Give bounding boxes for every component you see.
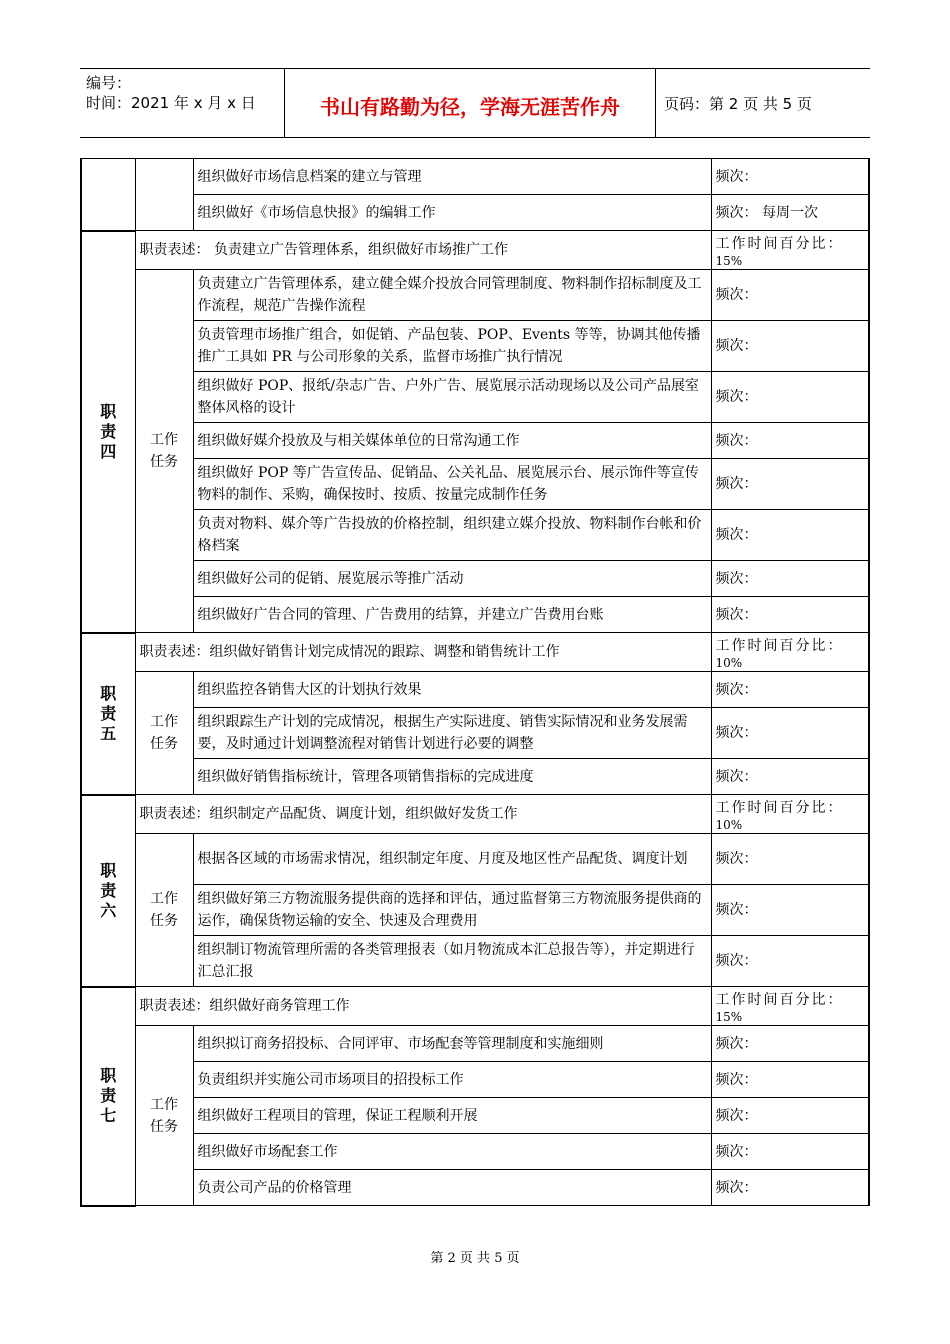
task-row bbox=[81, 1098, 869, 1134]
section-name-cell bbox=[81, 987, 135, 1206]
task-frequency: 频次： bbox=[711, 1170, 869, 1206]
time-percentage-cell bbox=[711, 231, 869, 270]
header-motto-cell bbox=[284, 69, 656, 137]
task-row bbox=[81, 321, 869, 372]
section-name-char: 七 bbox=[100, 1106, 117, 1125]
task-frequency: 频次： bbox=[711, 597, 869, 633]
header-motto: 书山有路勤为径，学海无涯苦作舟 bbox=[320, 95, 620, 119]
task-row bbox=[81, 510, 869, 561]
page-header bbox=[80, 68, 870, 138]
time-percentage-cell bbox=[711, 987, 869, 1026]
task-row bbox=[81, 1134, 869, 1170]
time-percentage-value: 15% bbox=[715, 1010, 743, 1024]
section-name-char: 职 bbox=[100, 860, 117, 880]
task-label-cell bbox=[135, 672, 193, 795]
task-text: 组织做好工程项目的管理，保证工程顺利开展 bbox=[193, 1098, 711, 1134]
task-text: 组织制订物流管理所需的各类管理报表（如月物流成本汇总报告等），并定期进行汇总汇报 bbox=[193, 936, 711, 987]
time-percentage-value: 10% bbox=[715, 656, 743, 670]
section-name-char: 责 bbox=[100, 421, 117, 441]
task-text: 负责公司产品的价格管理 bbox=[193, 1170, 711, 1206]
task-frequency: 频次： bbox=[711, 159, 869, 195]
time-percentage-cell bbox=[711, 633, 869, 672]
task-row bbox=[81, 834, 869, 885]
section-name-cell bbox=[81, 633, 135, 795]
task-row bbox=[81, 423, 869, 459]
task-frequency: 频次： bbox=[711, 885, 869, 936]
task-frequency: 频次： bbox=[711, 1134, 869, 1170]
task-row bbox=[81, 372, 869, 423]
section-name-char: 责 bbox=[100, 703, 117, 723]
section-name-char: 六 bbox=[100, 900, 117, 920]
section-name-char: 四 bbox=[100, 441, 117, 461]
time-percentage-value: 15% bbox=[715, 254, 743, 268]
task-label-cell bbox=[135, 1026, 193, 1206]
task-frequency: 频次： bbox=[711, 561, 869, 597]
task-row bbox=[81, 885, 869, 936]
summary-row bbox=[81, 633, 869, 672]
section-name-cell bbox=[81, 231, 135, 633]
summary-row bbox=[81, 231, 869, 270]
task-frequency: 频次： bbox=[711, 936, 869, 987]
section-name-char: 责 bbox=[100, 1086, 117, 1105]
task-frequency: 频次： bbox=[711, 423, 869, 459]
task-frequency: 频次： bbox=[711, 459, 869, 510]
task-label-line: 工作 bbox=[150, 891, 178, 907]
task-frequency: 频次： bbox=[711, 510, 869, 561]
duty-table bbox=[80, 158, 870, 1207]
task-row bbox=[81, 561, 869, 597]
task-text: 负责管理市场推广组合，如促销、产品包装、POP、Events 等等，协调其他传播推广工具如 PR 与公司形象的关系，监督市场推广执行情况 bbox=[193, 321, 711, 372]
duty-summary: 职责表述：组织做好销售计划完成情况的跟踪、调整和销售统计工作 bbox=[135, 633, 711, 672]
page-footer: 第 2 页 共 5 页 bbox=[430, 1251, 520, 1266]
task-label-cell bbox=[135, 159, 193, 231]
section-name-char: 职 bbox=[100, 683, 117, 703]
task-frequency: 频次： bbox=[711, 1062, 869, 1098]
task-text: 负责对物料、媒介等广告投放的价格控制，组织建立媒介投放、物料制作台帐和价格档案 bbox=[193, 510, 711, 561]
task-row bbox=[81, 1170, 869, 1206]
task-row bbox=[81, 270, 869, 321]
section-name-char: 责 bbox=[100, 880, 117, 900]
time-percentage-label: 工作时间百分比： bbox=[715, 800, 844, 816]
time-percentage-label: 工作时间百分比： bbox=[715, 992, 844, 1008]
header-page-label: 页码：第 2 页 共 5 页 bbox=[664, 95, 812, 113]
time-percentage-cell bbox=[711, 795, 869, 834]
task-label-line: 工作 bbox=[150, 714, 178, 730]
task-frequency: 频次： bbox=[711, 372, 869, 423]
task-frequency: 频次： bbox=[711, 1026, 869, 1062]
task-row bbox=[81, 672, 869, 708]
section-name-cell bbox=[81, 159, 135, 231]
task-frequency: 频次： 每周一次 bbox=[711, 195, 869, 231]
task-label-line: 任务 bbox=[150, 454, 178, 470]
task-text: 组织做好公司的促销、展览展示等推广活动 bbox=[193, 561, 711, 597]
task-frequency: 频次： bbox=[711, 1098, 869, 1134]
time-percentage-label: 工作时间百分比： bbox=[715, 638, 844, 654]
document-number-label: 编号： bbox=[86, 74, 132, 92]
time-percentage-label: 工作时间百分比： bbox=[715, 236, 844, 252]
section-name-cell bbox=[81, 795, 135, 987]
task-text: 组织做好《市场信息快报》的编辑工作 bbox=[193, 195, 711, 231]
task-label-line: 任务 bbox=[150, 1118, 178, 1135]
section-name-char: 职 bbox=[100, 401, 117, 421]
task-frequency: 频次： bbox=[711, 759, 869, 795]
task-text: 组织做好 POP、报纸/杂志广告、户外广告、展览展示活动现场以及公司产品展室整体风格的设计 bbox=[193, 372, 711, 423]
task-text: 组织做好市场配套工作 bbox=[193, 1134, 711, 1170]
task-text: 组织做好市场信息档案的建立与管理 bbox=[193, 159, 711, 195]
task-row bbox=[81, 1026, 869, 1062]
task-row bbox=[81, 759, 869, 795]
task-row bbox=[81, 597, 869, 633]
duty-summary: 职责表述： 负责建立广告管理体系，组织做好市场推广工作 bbox=[135, 231, 711, 270]
task-label-line: 工作 bbox=[150, 432, 178, 448]
task-row bbox=[81, 1062, 869, 1098]
task-row bbox=[81, 708, 869, 759]
task-text: 组织做好媒介投放及与相关媒体单位的日常沟通工作 bbox=[193, 423, 711, 459]
task-frequency: 频次： bbox=[711, 672, 869, 708]
section-name-char: 五 bbox=[100, 723, 117, 743]
task-row bbox=[81, 195, 869, 231]
task-text: 负责组织并实施公司市场项目的招投标工作 bbox=[193, 1062, 711, 1098]
header-meta bbox=[86, 73, 282, 113]
summary-row bbox=[81, 795, 869, 834]
task-text: 组织跟踪生产计划的完成情况，根据生产实际进度、销售实际情况和业务发展需要，及时通过计划调整流程对销售计划进行必要的调整 bbox=[193, 708, 711, 759]
document-date-label: 时间：2021 年 x 月 x 日 bbox=[86, 94, 256, 112]
task-label-cell bbox=[135, 834, 193, 987]
task-row bbox=[81, 936, 869, 987]
task-row bbox=[81, 459, 869, 510]
section-name-char: 职 bbox=[100, 1066, 117, 1085]
summary-row bbox=[81, 987, 869, 1026]
task-label-line: 任务 bbox=[150, 913, 178, 929]
task-text: 组织拟订商务招投标、合同评审、市场配套等管理制度和实施细则 bbox=[193, 1026, 711, 1062]
task-label-cell bbox=[135, 270, 193, 633]
task-row bbox=[81, 159, 869, 195]
task-frequency: 频次： bbox=[711, 708, 869, 759]
task-frequency: 频次： bbox=[711, 321, 869, 372]
task-text: 组织做好广告合同的管理、广告费用的结算，并建立广告费用台账 bbox=[193, 597, 711, 633]
task-text: 组织做好 POP 等广告宣传品、促销品、公关礼品、展览展示台、展示饰件等宣传物料的制作、采购，确保按时、按质、按量完成制作任务 bbox=[193, 459, 711, 510]
task-text: 组织监控各销售大区的计划执行效果 bbox=[193, 672, 711, 708]
task-text: 根据各区域的市场需求情况，组织制定年度、月度及地区性产品配货、调度计划 bbox=[193, 834, 711, 885]
task-text: 组织做好第三方物流服务提供商的选择和评估，通过监督第三方物流服务提供商的运作，确保货物运输的安全、快速及合理费用 bbox=[193, 885, 711, 936]
task-text: 组织做好销售指标统计，管理各项销售指标的完成进度 bbox=[193, 759, 711, 795]
task-text: 负责建立广告管理体系，建立健全媒介投放合同管理制度、物料制作招标制度及工作流程，规范广告操作流程 bbox=[193, 270, 711, 321]
task-frequency: 频次： bbox=[711, 270, 869, 321]
duty-summary: 职责表述：组织制定产品配货、调度计划，组织做好发货工作 bbox=[135, 795, 711, 834]
time-percentage-value: 10% bbox=[715, 818, 743, 832]
task-frequency: 频次： bbox=[711, 834, 869, 885]
task-label-line: 任务 bbox=[150, 736, 178, 752]
task-label-line: 工作 bbox=[150, 1096, 178, 1113]
duty-summary: 职责表述：组织做好商务管理工作 bbox=[135, 987, 711, 1026]
